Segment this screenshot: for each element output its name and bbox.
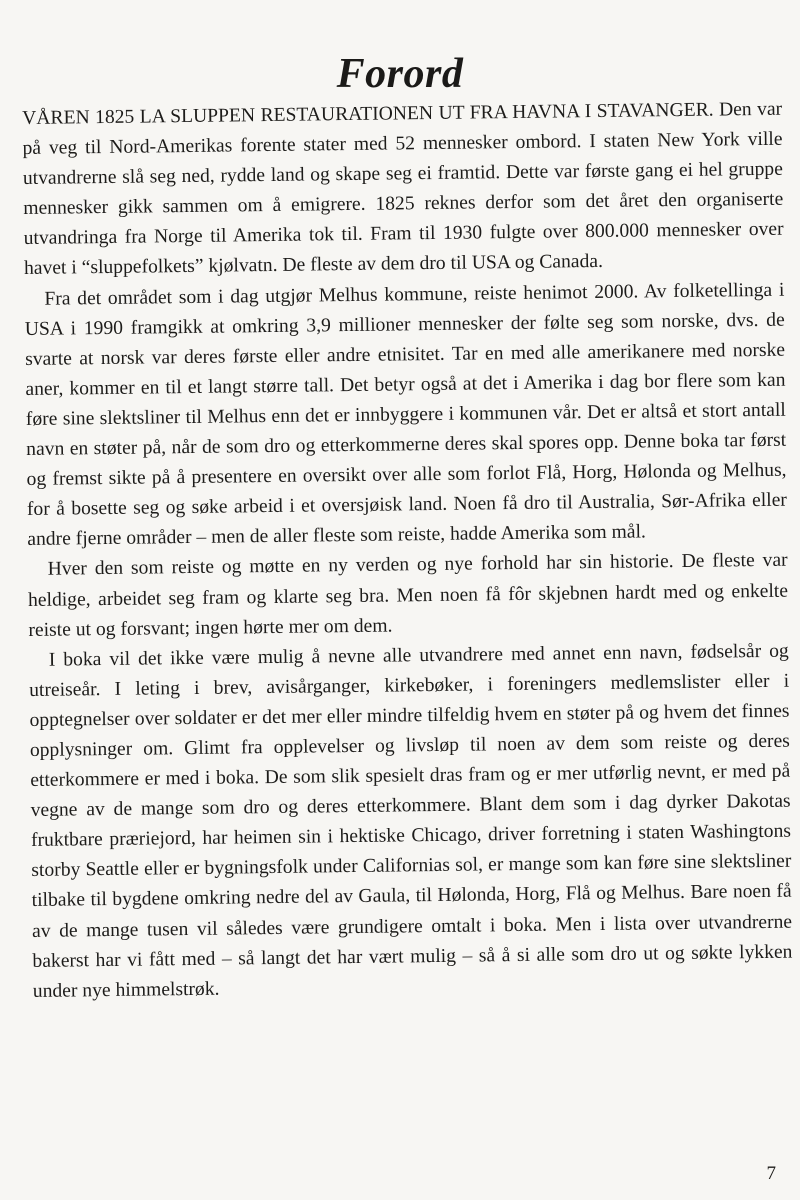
body-text: [22, 95, 793, 1007]
paragraph-4: I boka vil det ikke være mulig å nevne alle utvandrere med annet enn navn, fødselsår og utreiseår. I leting i brev, avisårganger, kirkebøker, i foreningers medlemslister eller i opptegnelser over soldater er det mer eller mindre tilfeldig hvem en støter på og hvem det finnes opplysninger om. Glimt fra opplevelser og livsløp til noen av dem som reiste og deres etterkommere er med i boka. De som slik spesielt dras fram og er mer utførlig nevnt, er med på vegne av de mange som dro og deres etterkommere. Blant dem som i dag dyrker Dakotas fruktbare præriejord, har heimen sin i hektiske Chicago, driver forretning i staten Washingtons storby Seattle eller er bygningsfolk under Californias sol, er mange som kan føre sine slektsliner tilbake til bygdene omkring nedre del av Gaula, til Hølonda, Horg, Flå og Melhus. Bare noen få av de mange tusen vil således være grundigere omtalt i boka. Men i lista over utvandrerne bakerst har vi fått med – så langt det har vært mulig – så å si alle som dro ut og søkte lykken under nye himmelstrøk.: [29, 640, 793, 1002]
paragraph-2: Fra det området som i dag utgjør Melhus kommune, reiste henimot 2000. Av folketellinga i USA i 1990 framgikk at omkring 3,9 millioner mennesker der følte seg som norske, dvs. de svarte at norsk var deres første eller andre etnisitet. Tar en med alle amerikanere med norske aner, kommer en til et langt større tall. Det betyr også at det i Amerika i dag bor flere som kan føre sine slektsliner til Melhus enn det er innbyggere i kommunen vår. Det er altså et stort antall navn en støter på, når de som dro og etterkommerne deres skal spores opp. Denne boka tar først og fremst sikte på å presentere en oversikt over alle som forlot Flå, Horg, Hølonda og Melhus, for å bosette seg og søke arbeid i et oversjøisk land. Noen få dro til Australia, Sør-Afrika eller andre fjerne områder – men de aller fleste som reiste, hadde Amerika som mål.: [24, 279, 788, 551]
page-number: 7: [766, 1163, 776, 1184]
paragraph-1: VÅREN 1825 LA SLUPPEN RESTAURATIONEN UT FRA HAVNA I STAVANGER. Den var på veg til Nord-Amerikas forente stater med 52 mennesker ombord. I staten New York ville utvandrerne slå seg ned, rydde land og skape seg ei framtid. Dette var første gang ei hel gruppe mennesker gikk sammen om å emigrere. 1825 reknes derfor som det året den organiserte utvandringa fra Norge til Amerika tok til. Fram til 1930 fulgte over 800.000 mennesker over havet i “sluppefolkets” kjølvatn. De fleste av dem dro til USA og Canada.: [22, 98, 784, 280]
paragraph-3: Hver den som reiste og møtte en ny verden og nye forhold har sin historie. De fleste var heldige, arbeidet seg fram og klarte seg bra. Men noen få fôr skjebnen hardt med og enkelte reiste ut og forsvant; ingen hørte mer om dem.: [27, 550, 789, 641]
page-title: Forord: [336, 51, 464, 98]
